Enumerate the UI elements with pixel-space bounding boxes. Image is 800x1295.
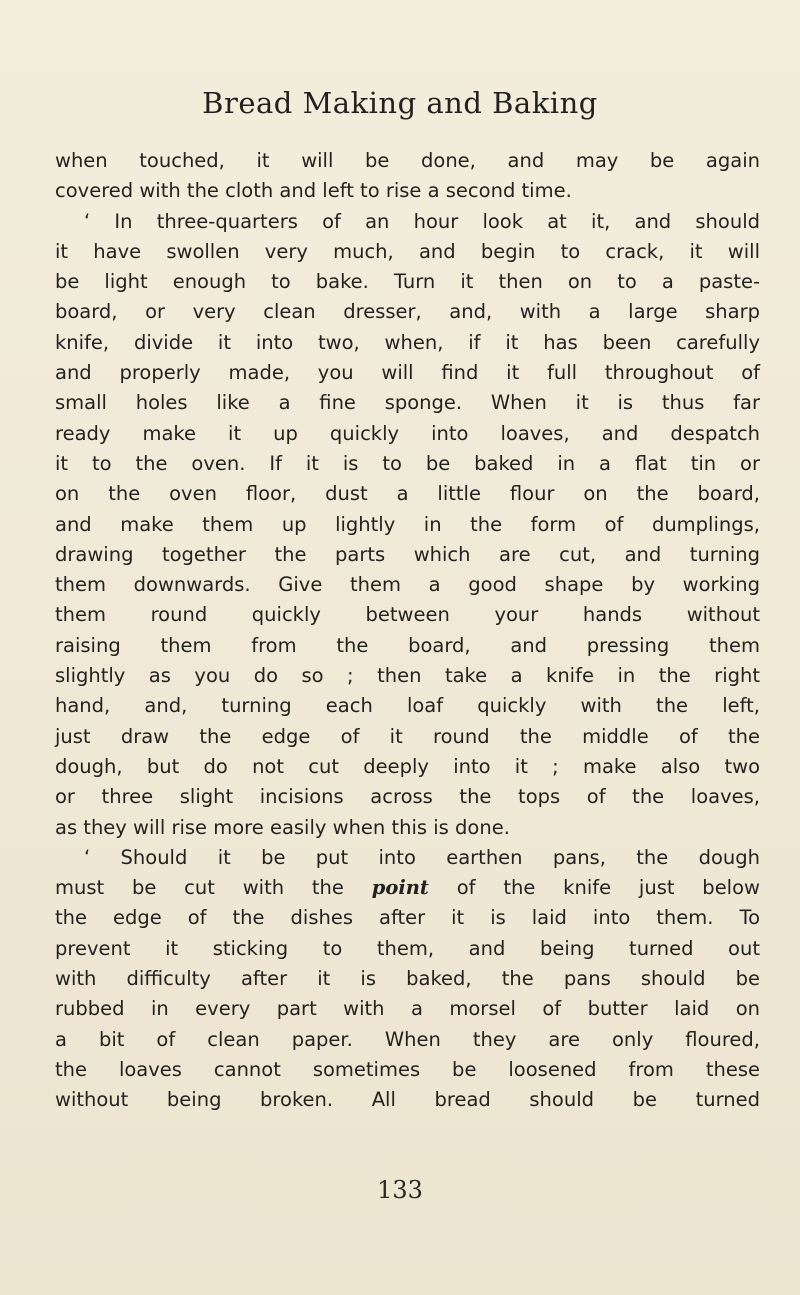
text-line: ready make it up quickly into loaves, and despatch (55, 421, 760, 445)
text-line: and properly made, you will find it full throughout of (55, 361, 760, 385)
text-line: the loaves cannot sometimes be loosened from these (55, 1057, 760, 1081)
text-line: rubbed in every part with a morsel of butter laid on (55, 997, 760, 1021)
text-line: without being broken. All bread should be turned (55, 1088, 760, 1112)
text-line: dough, but do not cut deeply into it ; make also two (55, 754, 760, 778)
text-line: or three slight incisions across the tops of the loaves, (55, 785, 760, 809)
text-line: as they will rise more easily when this is done. (55, 815, 510, 839)
text-line: covered with the cloth and left to rise a second time. (55, 179, 572, 203)
text-line: board, or very clean dresser, and, with a large sharp (55, 300, 760, 324)
text-line: prevent it sticking to them, and being turned out (55, 936, 760, 960)
text-line: the edge of the dishes after it is laid into them. To (55, 906, 760, 930)
text-line: be light enough to bake. Turn it then on to a paste- (55, 270, 760, 294)
text-line: on the oven floor, dust a little flour on the board, (55, 482, 760, 506)
body-text (55, 146, 760, 1116)
text-line: it to the oven. If it is to be baked in a flat tin or (55, 451, 760, 475)
text-line: a bit of clean paper. When they are only floured, (55, 1027, 760, 1051)
text-segment: must be cut with the (55, 876, 372, 900)
text-segment: of the knife just below (428, 876, 760, 900)
text-line: ‘ In three-quarters of an hour look at it, and should (84, 209, 760, 233)
text-line: when touched, it will be done, and may be again (55, 149, 760, 172)
running-title: Bread Making and Baking (202, 86, 598, 120)
emphasized-word: point (371, 876, 429, 900)
text-line: knife, divide it into two, when, if it has been carefully (55, 330, 760, 354)
text-line: and make them up lightly in the form of dumplings, (55, 512, 760, 536)
text-line: it have swollen very much, and begin to crack, it will (55, 239, 760, 263)
text-line: drawing together the parts which are cut, and turning (55, 542, 760, 566)
text-line: small holes like a fine sponge. When it is thus far (55, 391, 760, 415)
text-line: slightly as you do so ; then take a knife in the right (55, 664, 760, 688)
text-line: hand, and, turning each loaf quickly with the left, (55, 694, 760, 718)
text-line: just draw the edge of it round the middle of the (55, 724, 760, 748)
text-line: raising them from the board, and pressing them (55, 633, 760, 657)
text-line-with-emphasis (55, 873, 760, 903)
text-line: them downwards. Give them a good shape by working (55, 573, 760, 597)
text-line: with difficulty after it is baked, the pans should be (55, 967, 760, 991)
text-line: ‘ Should it be put into earthen pans, the dough (84, 845, 760, 869)
text-line: them round quickly between your hands without (55, 603, 760, 627)
page-number: 133 (377, 1176, 423, 1204)
